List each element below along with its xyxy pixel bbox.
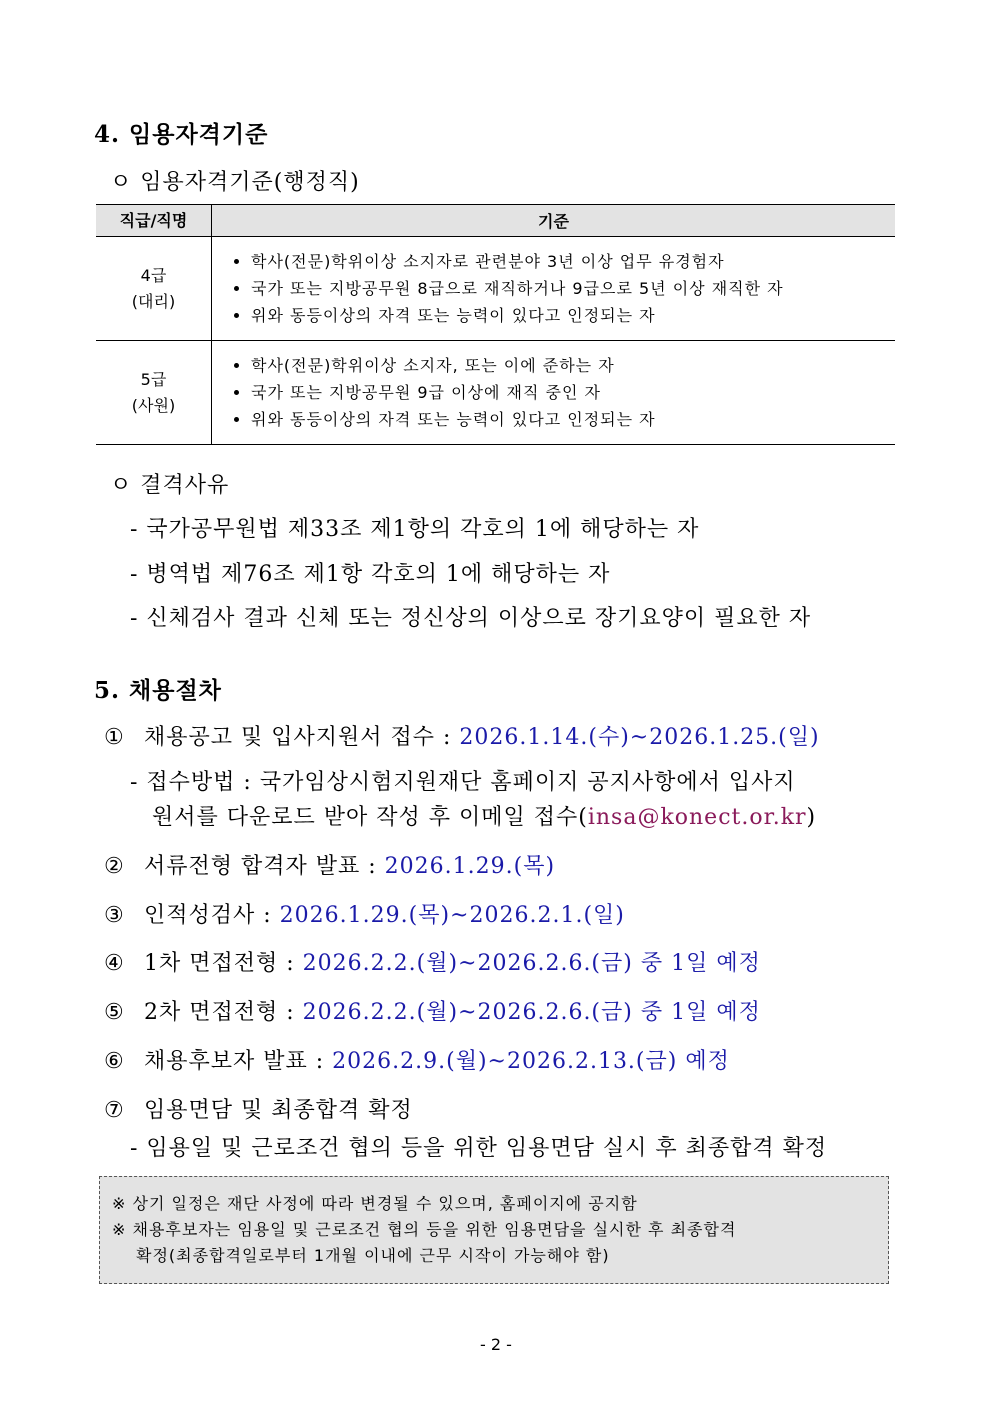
method-close: ) bbox=[806, 805, 817, 830]
step-date: 2026.2.9.(월)~2026.2.13.(금) 예정 bbox=[332, 1049, 730, 1074]
list-item: • 위와 동등이상의 자격 또는 능력이 있다고 인정되는 자 bbox=[251, 406, 894, 433]
step-number: ⑤ bbox=[104, 1000, 125, 1025]
table-row bbox=[96, 237, 895, 341]
step-label: 임용면담 및 최종합격 확정 bbox=[144, 1098, 413, 1123]
table-row bbox=[96, 341, 895, 445]
step-number: ⑥ bbox=[104, 1049, 125, 1074]
step-label: 서류전형 합격자 발표 : bbox=[144, 854, 385, 879]
section-5-title: 5. 채용절차 bbox=[94, 677, 222, 704]
step-7-detail: - 임용일 및 근로조건 협의 등을 위한 임용면담 실시 후 최종합격 확정 bbox=[130, 1136, 828, 1161]
step-number: ③ bbox=[104, 903, 125, 928]
header-grade: 직급/직명 bbox=[96, 205, 212, 237]
grade-title: (대리) bbox=[131, 291, 176, 311]
procedure-step bbox=[104, 720, 820, 751]
step-date: 2026.1.14.(수)~2026.1.25.(일) bbox=[459, 725, 820, 750]
list-item: • 학사(전문)학위이상 소지자로 관련분야 3년 이상 업무 유경험자 bbox=[251, 248, 894, 275]
step-label: 2차 면접전형 : bbox=[144, 1000, 303, 1025]
procedure-step bbox=[104, 946, 761, 977]
criteria-cell bbox=[212, 341, 896, 445]
method-text: 원서를 다운로드 받아 작성 후 이메일 접수( bbox=[152, 805, 588, 830]
application-method-line: - 접수방법 : 국가임상시험지원재단 홈페이지 공지사항에서 입사지 bbox=[130, 770, 796, 795]
application-method-line bbox=[152, 800, 816, 831]
step-number: ④ bbox=[104, 951, 125, 976]
qualification-table bbox=[96, 204, 895, 445]
notice-line: ※ 채용후보자는 임용일 및 근로조건 협의 등을 위한 임용면담을 실시한 후 최종합격 bbox=[112, 1220, 737, 1239]
header-criteria: 기준 bbox=[212, 205, 896, 237]
grade-level: 4급 bbox=[140, 265, 167, 285]
notice-box bbox=[99, 1176, 889, 1284]
procedure-step bbox=[104, 995, 761, 1026]
step-date: 2026.1.29.(목) bbox=[384, 854, 556, 879]
step-date: 2026.2.2.(월)~2026.2.6.(금) 중 1일 예정 bbox=[302, 1000, 761, 1025]
notice-line: 확정(최종합격일로부터 1개월 이내에 근무 시작이 가능해야 함) bbox=[136, 1246, 610, 1265]
criteria-cell bbox=[212, 237, 896, 341]
list-item: • 국가 또는 지방공무원 8급으로 재직하거나 9급으로 5년 이상 재직한 자 bbox=[251, 275, 894, 302]
section-4-title: 4. 임용자격기준 bbox=[94, 121, 269, 148]
step-date: 2026.2.2.(월)~2026.2.6.(금) 중 1일 예정 bbox=[302, 951, 761, 976]
step-number: ② bbox=[104, 854, 125, 879]
page-number: - 2 - bbox=[480, 1335, 512, 1354]
grade-title: (사원) bbox=[131, 395, 176, 415]
procedure-step bbox=[104, 1044, 730, 1075]
procedure-step bbox=[104, 1093, 413, 1124]
step-label: 1차 면접전형 : bbox=[144, 951, 303, 976]
grade-cell bbox=[96, 237, 212, 341]
grade-cell bbox=[96, 341, 212, 445]
step-date: 2026.1.29.(목)~2026.2.1.(일) bbox=[279, 903, 625, 928]
procedure-step bbox=[104, 849, 555, 880]
step-label: 채용후보자 발표 : bbox=[144, 1049, 333, 1074]
disqualification-item: - 국가공무원법 제33조 제1항의 각호의 1에 해당하는 자 bbox=[130, 517, 700, 542]
notice-line: ※ 상기 일정은 재단 사정에 따라 변경될 수 있으며, 홈페이지에 공지함 bbox=[112, 1194, 638, 1213]
disqualification-item: - 병역법 제76조 제1항 각호의 1에 해당하는 자 bbox=[130, 562, 611, 587]
list-item: • 학사(전문)학위이상 소지자, 또는 이에 준하는 자 bbox=[251, 352, 894, 379]
disqualification-item: - 신체검사 결과 신체 또는 정신상의 이상으로 장기요양이 필요한 자 bbox=[130, 606, 812, 631]
step-label: 채용공고 및 입사지원서 접수 : bbox=[144, 725, 460, 750]
step-number: ① bbox=[104, 725, 125, 750]
table-header-row bbox=[96, 205, 895, 237]
grade-level: 5급 bbox=[140, 369, 167, 389]
disqualification-subheading: ㅇ 결격사유 bbox=[110, 473, 230, 498]
list-item: • 국가 또는 지방공무원 9급 이상에 재직 중인 자 bbox=[251, 379, 894, 406]
step-label: 인적성검사 : bbox=[144, 903, 280, 928]
procedure-step bbox=[104, 898, 625, 929]
qualification-subheading: ㅇ 임용자격기준(행정직) bbox=[110, 170, 360, 195]
list-item: • 위와 동등이상의 자격 또는 능력이 있다고 인정되는 자 bbox=[251, 302, 894, 329]
email-link[interactable]: insa@konect.or.kr bbox=[587, 805, 807, 830]
step-number: ⑦ bbox=[104, 1098, 125, 1123]
